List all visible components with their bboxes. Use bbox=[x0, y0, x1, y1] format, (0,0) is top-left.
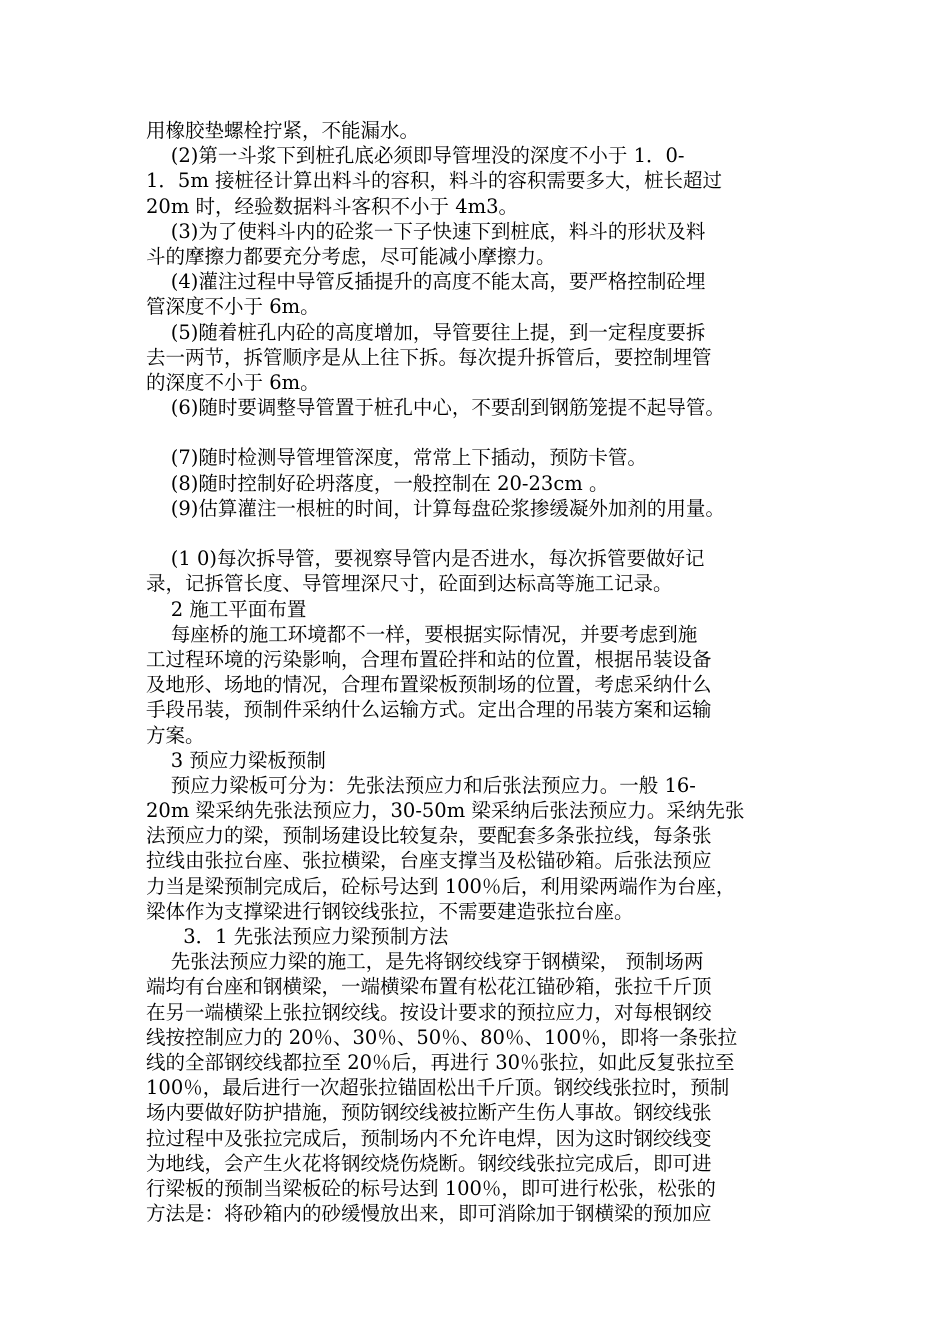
text-line: 1．5m 接桩径计算出料斗的容积，料斗的容积需要多大，桩长超过 bbox=[146, 169, 723, 193]
text-line: 每座桥的施工环境都不一样，要根据实际情况，并要考虑到施 bbox=[146, 622, 698, 646]
text-line: 拉过程中及张拉完成后，预制场内不允许电焊，因为这时钢绞线变 bbox=[146, 1126, 712, 1150]
text-line: 力当是梁预制完成后，砼标号达到 100％后，利用梁两端作为台座， bbox=[146, 874, 736, 898]
text-line: (5)随着桩孔内砼的高度增加，导管要往上提，到一定程度要拆 bbox=[146, 320, 706, 344]
text-line: 斗的摩擦力都要充分考虑，尽可能减小摩擦力。 bbox=[146, 244, 556, 268]
section-heading: 3 预应力梁板预制 bbox=[146, 748, 326, 772]
text-line: (1 0)每次拆导管，要视察导管内是否进水，每次拆管要做好记 bbox=[146, 547, 705, 571]
section-heading: 2 施工平面布置 bbox=[146, 597, 307, 621]
text-line: 法预应力的梁，预制场建设比较复杂，要配套多条张拉线，每条张 bbox=[146, 824, 712, 848]
text-line: 场内要做好防护措施，预防钢绞线被拉断产生伤人事故。钢绞线张 bbox=[146, 1101, 712, 1125]
text-line: 手段吊装，预制件采纳什么运输方式。定出合理的吊装方案和运输 bbox=[146, 698, 712, 722]
text-line: 用橡胶垫螺栓拧紧，不能漏水。 bbox=[146, 119, 420, 142]
blank-line bbox=[146, 521, 826, 546]
text-line: 录，记拆管长度、导管埋深尺寸，砼面到达标高等施工记录。 bbox=[146, 572, 673, 596]
text-line: (3)为了使料斗内的砼浆一下子快速下到桩底，料斗的形状及料 bbox=[146, 219, 706, 243]
text-line: 线的全部钢绞线都拉至 20％后，再进行 30％张拉，如此反复张拉至 bbox=[146, 1050, 735, 1074]
text-line: 20m 时，经验数据料斗客积不小于 4m3。 bbox=[146, 194, 519, 218]
text-line: 在另一端横梁上张拉钢绞线。按设计要求的预拉应力，对每根钢绞 bbox=[146, 1000, 712, 1024]
text-line: (9)估算灌注一根桩的时间，计算每盘砼浆掺缓凝外加剂的用量。 bbox=[146, 496, 725, 520]
text-line: (4)灌注过程中导管反插提升的高度不能太高，要严格控制砼埋 bbox=[146, 270, 706, 294]
text-line: 线按控制应力的 20％、30％、50％、80％、100％，即将一条张拉 bbox=[146, 1025, 738, 1049]
text-line: 先张法预应力梁的施工，是先将钢绞线穿于钢横梁， 预制场两 bbox=[146, 950, 704, 974]
text-line: 去一两节，拆管顺序是从上往下拆。每次提升拆管后，要控制埋管 bbox=[146, 345, 712, 369]
text-line: 端均有台座和钢横梁，一端横梁布置有松花江锚砂箱，张拉千斤顶 bbox=[146, 975, 712, 999]
text-line: 梁体作为支撑梁进行钢铰线张拉，不需要建造张拉台座。 bbox=[146, 899, 634, 923]
text-line: 方法是：将砂箱内的砂缓慢放出来，即可消除加于钢横梁的预加应 bbox=[146, 1202, 712, 1226]
text-line: 20m 梁采纳先张法预应力，30-50m 梁采纳后张法预应力。采纳先张 bbox=[146, 799, 745, 823]
document-body bbox=[146, 118, 826, 1226]
text-line: (8)随时控制好砼坍落度，一般控制在 20-23cm 。 bbox=[146, 471, 609, 495]
text-line: 为地线，会产生火花将钢绞烧伤烧断。钢绞线张拉完成后，即可进 bbox=[146, 1151, 712, 1175]
text-line: 方案。 bbox=[146, 723, 205, 747]
blank-line bbox=[146, 420, 826, 445]
text-line: (7)随时检测导管埋管深度，常常上下插动，预防卡管。 bbox=[146, 446, 647, 470]
text-line: 管深度不小于 6m。 bbox=[146, 295, 320, 319]
text-line: 的深度不小于 6m。 bbox=[146, 370, 320, 394]
text-line: 100％，最后进行一次超张拉锚固松出千斤顶。钢绞线张拉时，预制 bbox=[146, 1076, 730, 1100]
text-line: 工过程环境的污染影响，合理布置砼拌和站的位置，根据吊装设备 bbox=[146, 647, 712, 671]
subsection-heading: 3．1 先张法预应力梁预制方法 bbox=[146, 925, 449, 948]
text-line: 拉线由张拉台座、张拉横梁，台座支撑当及松锚砂箱。后张法预应 bbox=[146, 849, 712, 873]
text-line: 行梁板的预制当梁板砼的标号达到 100％，即可进行松张，松张的 bbox=[146, 1176, 716, 1200]
text-line: 及地形、场地的情况，合理布置梁板预制场的位置，考虑采纳什么 bbox=[146, 673, 712, 697]
text-line: (2)第一斗浆下到桩孔底必须即导管埋没的深度不小于 1．0- bbox=[146, 144, 685, 168]
text-line: 预应力梁板可分为：先张法预应力和后张法预应力。一般 16- bbox=[146, 773, 696, 797]
text-line: (6)随时要调整导管置于桩孔中心，不要刮到钢筋笼提不起导管。 bbox=[146, 396, 725, 420]
